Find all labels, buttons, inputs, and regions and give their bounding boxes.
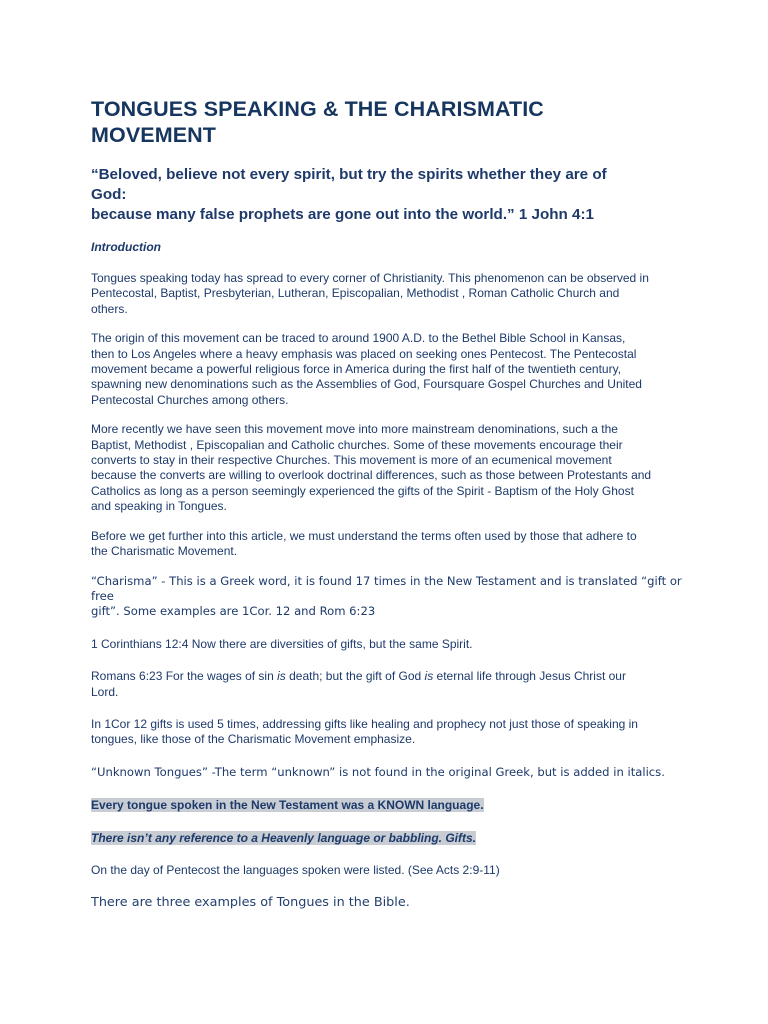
verse-line-3: because many false prophets are gone out into the world.” 1 John 4:1 [91,206,594,223]
text-line: converts to stay in their respective Churches. This movement is more of an ecumenical movement [91,453,612,468]
text-run: death; but the gift of God [285,669,425,684]
text-line: then to Los Angeles where a heavy emphasis was placed on seeking ones Pentecost. The Pentecostal [91,346,637,361]
text-line: the Charismatic Movement. [91,544,238,559]
verse-line-1: “Beloved, believe not every spirit, but try the spirits whether they are of [91,166,607,183]
text-line: Before we get further into this article, we must understand the terms often used by those that adhere to [91,528,637,543]
title-line-2: MOVEMENT [91,123,217,147]
document-body [91,96,691,911]
text-line: Pentecostal, Baptist, Presbyterian, Lutheran, Episcopalian, Methodist , Roman Catholic Church and [91,286,620,301]
text-line: and speaking in Tongues. [91,499,227,514]
text-line: Lord. [91,684,119,699]
paragraph-pentecost: On the day of Pentecost the languages spoken were listed. (See Acts 2:9-11) [91,862,500,877]
text-line: others. [91,301,128,316]
text-line: More recently we have seen this movement move into more mainstream denominations, such a the [91,422,618,437]
text-line: tongues, like those of the Charismatic Movement emphasize. [91,732,416,747]
text-line: Baptist, Methodist , Episcopalian and Catholic churches. Some of these movements encourage their [91,437,623,452]
highlight-known-language [91,798,691,813]
paragraph-three-examples: There are three examples of Tongues in the Bible. [91,895,410,911]
text-line: Tongues speaking today has spread to every corner of Christianity. This phenomenon can be observed in [91,271,649,285]
text-line: gift”. Some examples are 1Cor. 12 and Rom 6:23 [91,604,376,619]
paragraph-1 [91,271,691,317]
highlighted-text: Every tongue spoken in the New Testament was a KNOWN language. [91,798,484,813]
text-line: spawning new denominations such as the Assemblies of God, Foursquare Gospel Churches and United [91,377,642,392]
paragraph-3 [91,422,691,514]
verse-line-2: God: [91,186,127,203]
document-title [91,96,691,148]
paragraph-4 [91,529,691,560]
highlighted-text: There isn’t any reference to a Heavenly language or babbling. Gifts. [91,830,476,845]
text-line: “Charisma” - This is a Greek word, it is found 17 times in the New Testament and is translated “gift or free [91,573,682,603]
paragraph-romans [91,669,691,700]
scripture-verse [91,165,691,225]
text-run: Romans 6:23 For the wages of sin [91,669,278,684]
introduction-heading: Introduction [91,240,161,254]
title-line-1: TONGUES SPEAKING & THE CHARISMATIC [91,97,544,121]
text-line: movement became a powerful religious force in America during the first half of the twentieth century, [91,362,622,377]
text-line: because the converts are willing to overlook doctrinal differences, such as those between Protestants and [91,468,652,483]
paragraph-unknown-tongues: “Unknown Tongues” -The term “unknown” is not found in the original Greek, but is added in italics. [91,764,665,779]
highlight-heavenly-language [91,831,691,846]
italic-word: is [424,669,434,684]
text-line: The origin of this movement can be traced to around 1900 A.D. to the Bethel Bible School in Kansas, [91,331,626,346]
text-line: Pentecostal Churches among others. [91,392,289,407]
text-line: In 1Cor 12 gifts is used 5 times, addressing gifts like healing and prophecy not just those of speaking in [91,716,638,731]
paragraph-corinthians: 1 Corinthians 12:4 Now there are diversities of gifts, but the same Spirit. [91,636,473,651]
text-line: Catholics as long as a person seemingly experienced the gifts of the Spirit - Baptism of the Holy Ghost [91,483,634,498]
paragraph-charisma [91,574,691,620]
text-run: eternal life through Jesus Christ our [433,669,626,684]
italic-word: is [277,669,286,684]
paragraph-gifts [91,717,691,748]
paragraph-2 [91,331,691,408]
